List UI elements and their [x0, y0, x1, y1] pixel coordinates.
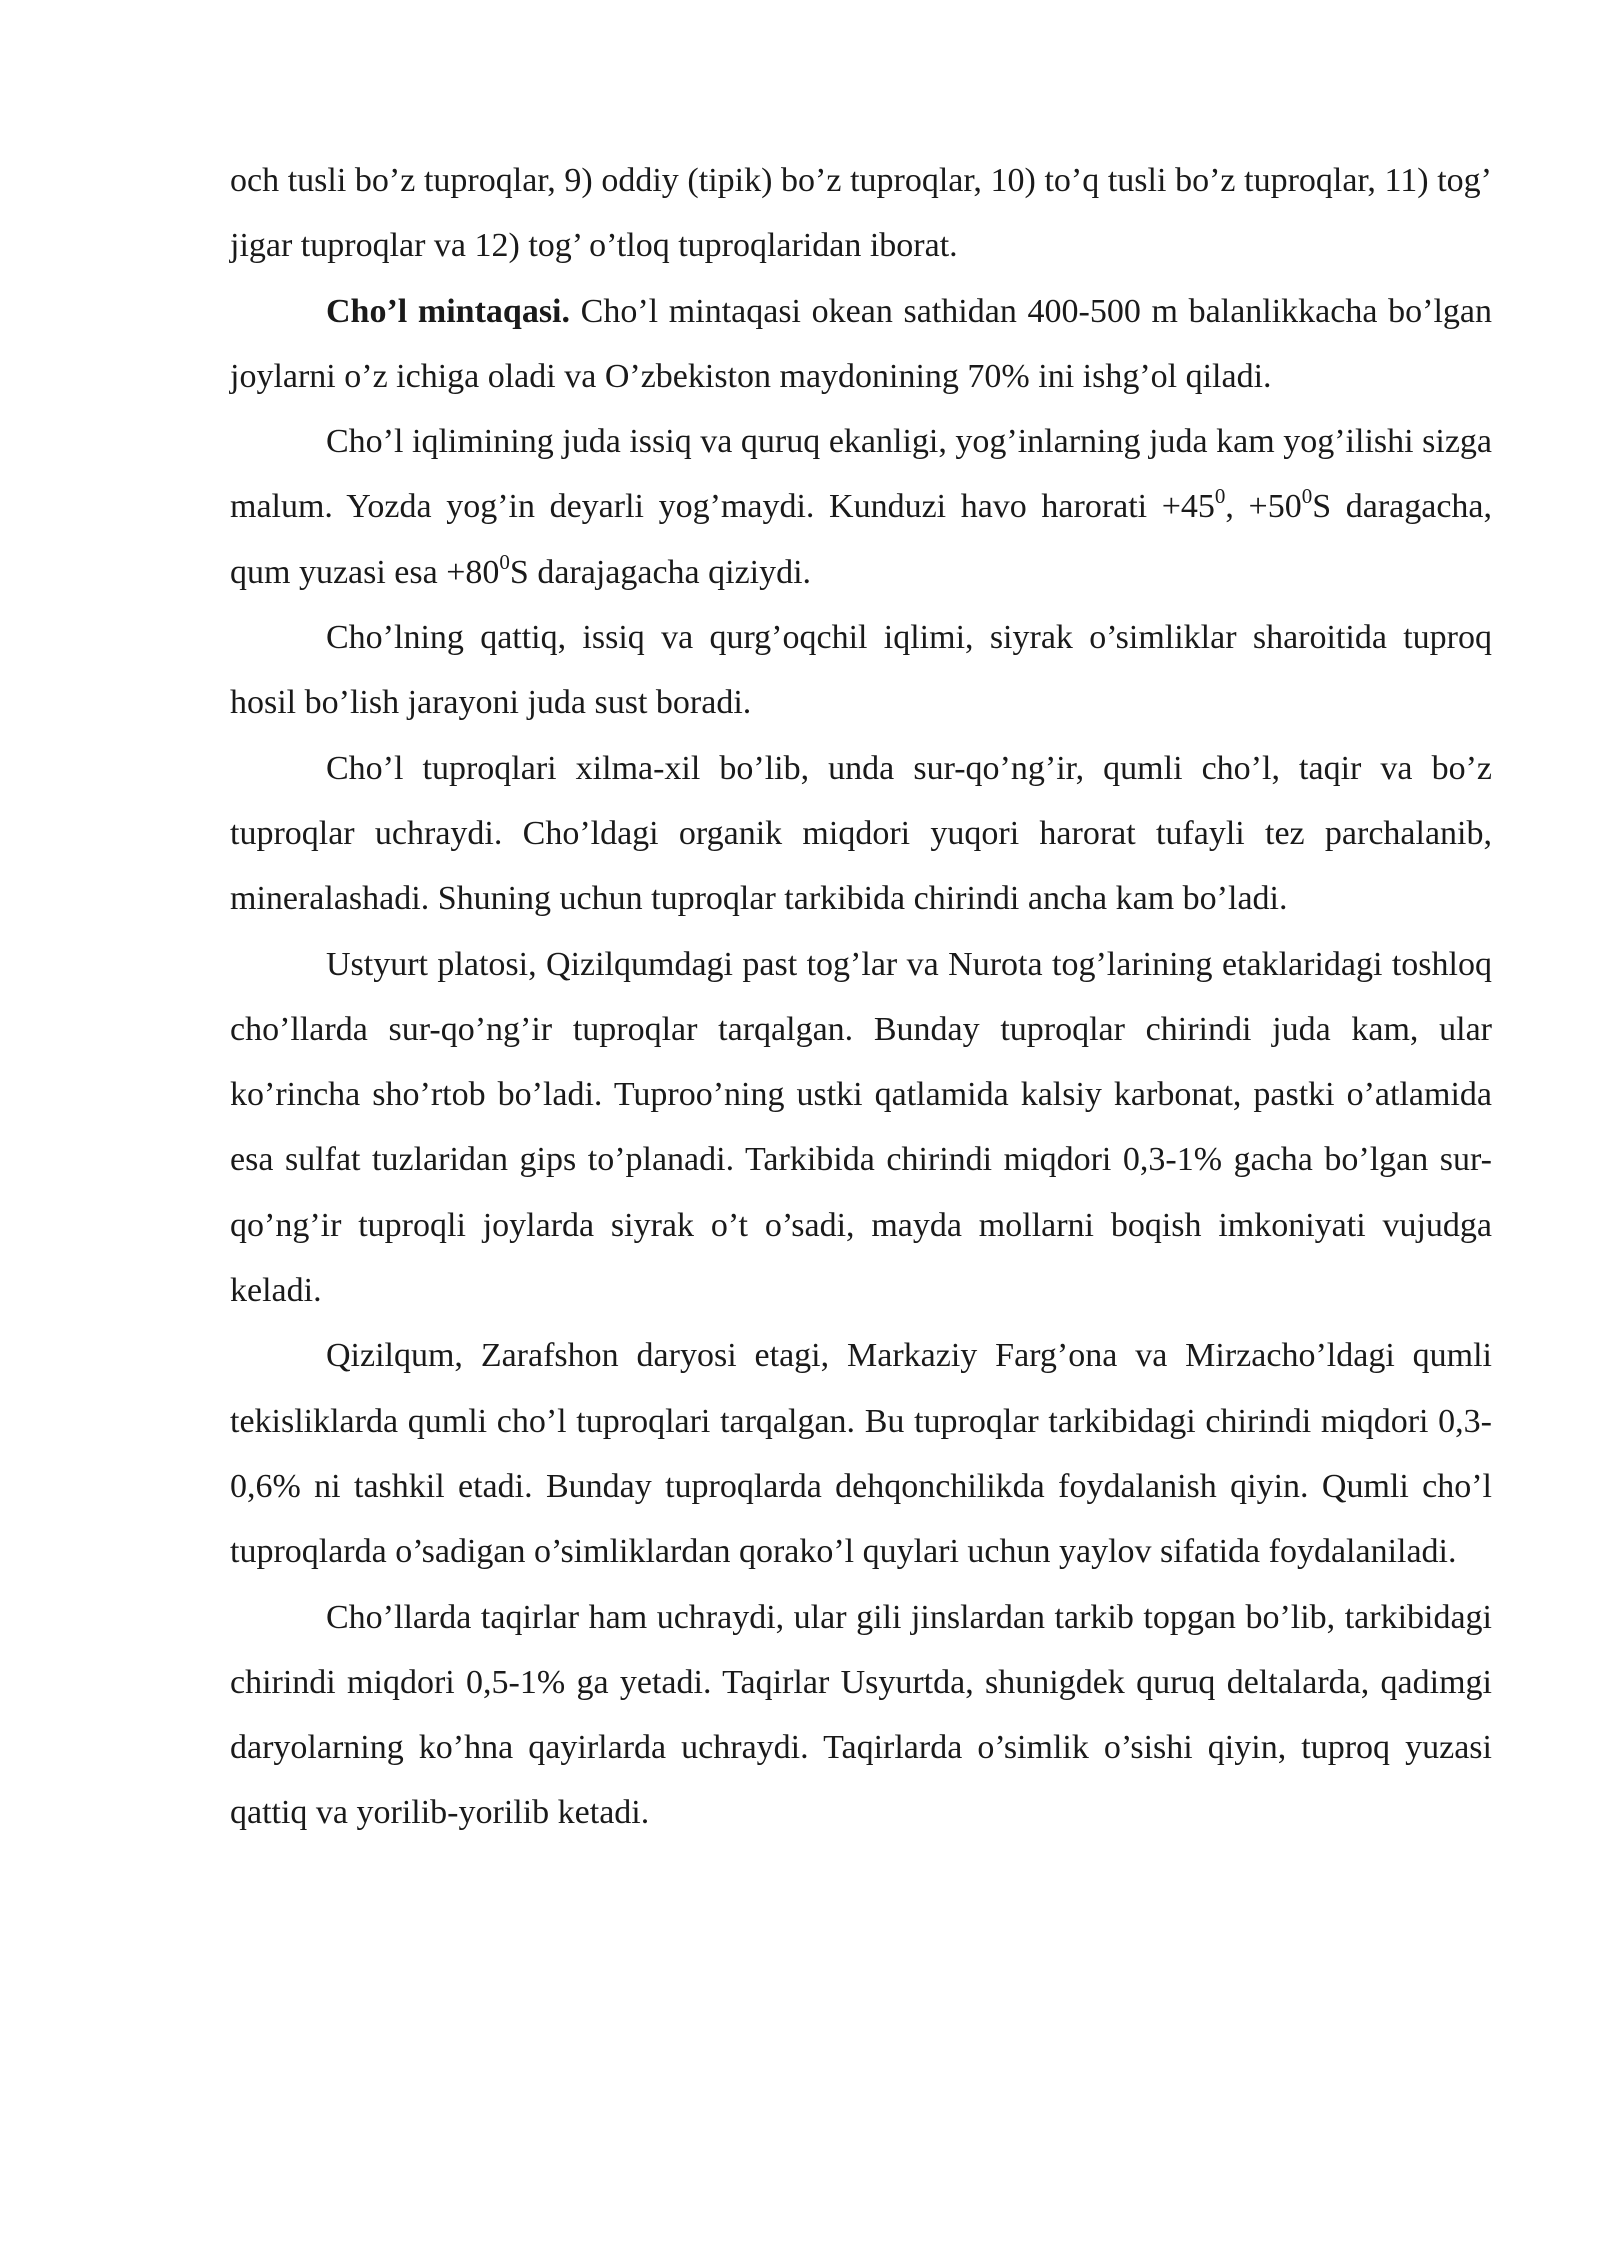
document-page — [230, 148, 1492, 1846]
paragraph-soil-formation: Cho’lning qattiq, issiq va qurg’oqchil iqlimi, siyrak o’simliklar sharoitida tuproq hosil bo’lish jarayoni juda sust boradi. — [230, 619, 1492, 722]
text-run: Cho’l iqlimining juda issiq va quruq ekanligi, yog’inlarning juda kam yog’ilishi sizga malum. Yozda yog’in deyarli yog’maydi. Kunduzi havo harorati +45 — [230, 423, 1492, 526]
paragraph-soil-list-continuation: och tusli bo’z tuproqlar, 9) oddiy (tipik) bo’z tuproqlar, 10) to’q tusli bo’z tuproqlar, 11) tog’ jigar tuproqlar va 12) tog’ o’tloq tuproqlaridan iborat. — [230, 162, 1492, 265]
paragraph-sandy-desert-soils: Qizilqum, Zarafshon daryosi etagi, Markaziy Farg’ona va Mirzacho’ldagi qumli tekisliklarda qumli cho’l tuproqlari tarqalgan. Bu tuproqlar tarkibidagi chirindi miqdori 0,3-0,6% ni tashkil etadi. Bunday tuproqlarda dehqonchilikda foydalanish qiyin. Qumli cho’l tuproqlarda o’sadigan o’simliklardan qorako’l quylari uchun yaylov sifatida foydalaniladi. — [230, 1337, 1492, 1571]
text-run: , +50 — [1225, 488, 1302, 526]
degree-superscript: 0 — [1214, 484, 1226, 509]
degree-superscript: 0 — [1301, 484, 1313, 509]
paragraph-desert-zone — [230, 279, 1492, 410]
paragraph-desert-climate — [230, 409, 1492, 605]
paragraph-desert-soil-types: Cho’l tuproqlari xilma-xil bo’lib, unda sur-qo’ng’ir, qumli cho’l, taqir va bo’z tuproqlar uchraydi. Cho’ldagi organik miqdori yuqori harorat tufayli tez parchalanib, mineralashadi. Shuning uchun tuproqlar tarkibida chirindi ancha kam bo’ladi. — [230, 749, 1492, 918]
degree-superscript: 0 — [499, 549, 510, 574]
text-run: S daragacha, qum yuzasi esa +80 — [230, 488, 1493, 591]
paragraph-grey-brown-soils: Ustyurt platosi, Qizilqumdagi past tog’lar va Nurota tog’larining etaklaridagi toshloq cho’llarda sur-qo’ng’ir tuproqlar tarqalgan. Bunday tuproqlar chirindi juda kam, ular ko’rincha sho’rtob bo’ladi. Tuproo’ning ustki qatlamida kalsiy karbonat, pastki o’atlamida esa sulfat tuzlaridan gips to’planadi. Tarkibida chirindi miqdori 0,3-1% gacha bo’lgan sur-qo’ng’ir tuproqli joylarda siyrak o’t o’sadi, mayda mollarni boqish imkoniyati vujudga keladi. — [230, 945, 1492, 1310]
text-run: S darajagacha qiziydi. — [509, 553, 812, 591]
paragraph-takyr-soils: Cho’llarda taqirlar ham uchraydi, ular gili jinslardan tarkib topgan bo’lib, tarkibidagi chirindi miqdori 0,5-1% ga yetadi. Taqirlar Usyurtda, shunigdek quruq deltalarda, qadimgi daryolarning ko’hna qayirlarda uchraydi. Taqirlarda o’simlik o’sishi qiyin, tuproq yuzasi qattiq va yorilib-yorilib ketadi. — [230, 1598, 1492, 1832]
section-heading-desert-zone: Cho’l mintaqasi. — [326, 292, 570, 330]
paragraph-desert-zone-text: Cho’l mintaqasi okean sathidan 400-500 m balanlikkacha bo’lgan joylarni o’z ichiga oladi va O’zbekiston maydonining 70% ini ishg’ol qiladi. — [230, 292, 1492, 395]
